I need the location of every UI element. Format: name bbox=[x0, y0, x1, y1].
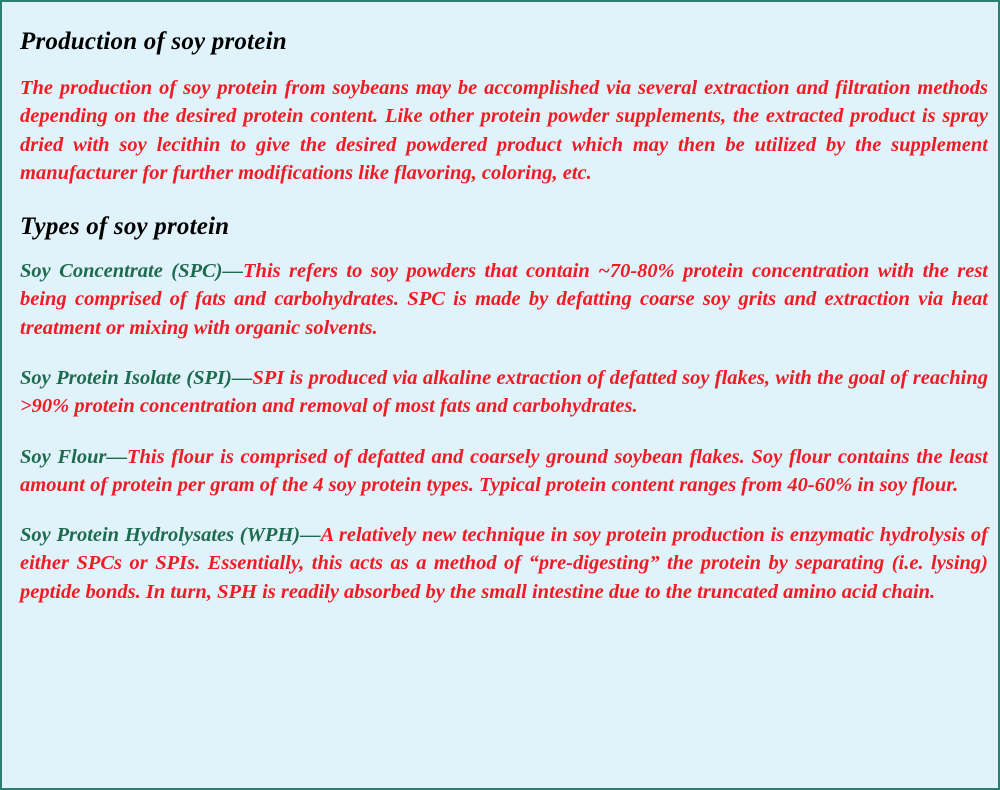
paragraph-text: A relatively new technique in soy protein production is enzymatic hydrolysis of either SPCs or SPIs. Essentially, this acts as a method of “pre-digesting” the protein by separating (i.e. lysing) peptide bonds. In turn, SPH is readily absorbed by the small intestine due to the truncated amino acid chain. bbox=[20, 524, 988, 603]
term-soy-concentrate: Soy Concentrate (SPC)— bbox=[20, 260, 244, 283]
term-soy-flour: Soy Flour— bbox=[20, 445, 127, 468]
term-soy-protein-hydrolysates: Soy Protein Hydrolysates (WPH)— bbox=[20, 524, 321, 547]
paragraph-soy-flour bbox=[20, 443, 990, 500]
section-heading-types: Types of soy protein bbox=[20, 213, 230, 241]
paragraph-soy-protein-isolate bbox=[20, 364, 990, 421]
term-soy-protein-isolate: Soy Protein Isolate (SPI)— bbox=[20, 366, 253, 389]
paragraph-text: This flour is comprised of defatted and coarsely ground soybean flakes. Soy flour contains the least amount of protein per gram of the 4 soy protein types. Typical protein content ranges from 40-60% in soy flour. bbox=[20, 445, 988, 496]
paragraph-text: This refers to soy powders that contain ~70-80% protein concentration with the rest being comprised of fats and carbohydrates. SPC is made by defatting coarse soy grits and extraction via heat treatment or mixing with organic solvents. bbox=[20, 260, 988, 339]
section-heading-production: Production of soy protein bbox=[20, 28, 287, 55]
paragraph-production-intro bbox=[20, 74, 990, 187]
paragraph-text: The production of soy protein from soybeans may be accomplished via several extraction and filtration methods depending on the desired protein content. Like other protein powder supplements, the extracted product is spray dried with soy lecithin to give the desired powdered product which may then be utilized by the supplement manufacturer for further modifications like flavoring, coloring, etc. bbox=[20, 77, 988, 184]
paragraph-soy-concentrate bbox=[20, 257, 990, 342]
paragraph-soy-protein-hydrolysates bbox=[20, 521, 990, 606]
paragraph-text: SPI is produced via alkaline extraction of defatted soy flakes, with the goal of reaching >90% protein concentration and removal of most fats and carbohydrates. bbox=[20, 366, 988, 418]
